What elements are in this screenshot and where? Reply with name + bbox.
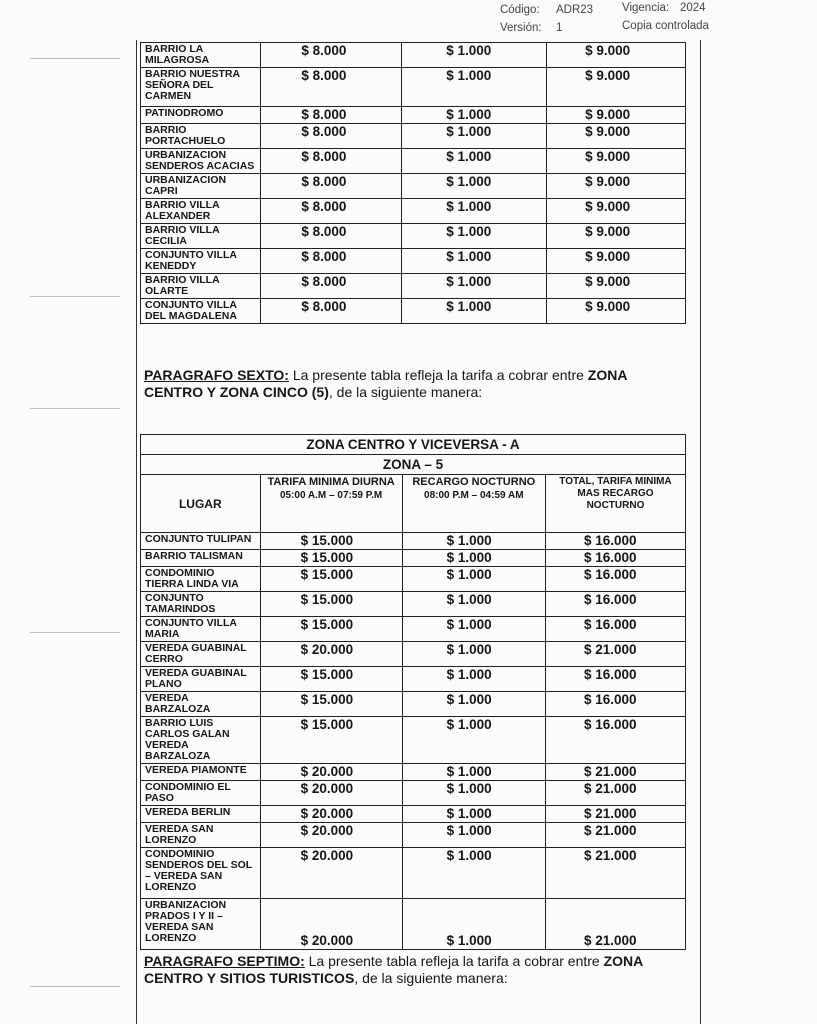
cell-tarifa: $ 20.000: [260, 764, 402, 781]
table-row: [141, 299, 686, 324]
copia-controlada: Copia controlada: [622, 20, 709, 32]
cell-recargo: $ 1.000: [402, 764, 545, 781]
cell-recargo: $ 1.000: [402, 107, 547, 124]
cell-lugar: BARRIO VILLA CECILIA: [141, 224, 261, 249]
cell-lugar: VEREDA GUABINAL CERRO: [141, 642, 261, 667]
cell-total: $ 21.000: [545, 781, 685, 806]
cell-lugar: BARRIO LUIS CARLOS GALAN VEREDA BARZALOZA: [141, 717, 261, 764]
cell-tarifa: $ 15.000: [260, 717, 402, 764]
cell-tarifa: $ 15.000: [260, 667, 402, 692]
cell-lugar: CONJUNTO TAMARINDOS: [141, 592, 261, 617]
col-header-lugar: LUGAR: [141, 475, 261, 533]
col-header-recargo-title: RECARGO NOCTURNO: [412, 476, 536, 488]
table-row: [141, 124, 686, 149]
tarifas-table-continued: [140, 42, 686, 324]
cell-tarifa: $ 8.000: [261, 274, 402, 299]
cell-tarifa: $ 20.000: [260, 823, 402, 848]
table-row: [141, 717, 686, 764]
cell-total: $ 9.000: [547, 174, 686, 199]
cell-lugar: VEREDA SAN LORENZO: [141, 823, 261, 848]
cell-recargo: $ 1.000: [402, 149, 547, 174]
vigencia-value: 2024: [680, 2, 706, 14]
scan-mark: [30, 296, 120, 297]
cell-recargo: $ 1.000: [402, 199, 547, 224]
cell-lugar: CONDOMINIO TIERRA LINDA VIA: [141, 567, 261, 592]
cell-total: $ 9.000: [547, 224, 686, 249]
cell-recargo: $ 1.000: [402, 550, 545, 567]
cell-total: $ 16.000: [545, 533, 685, 550]
cell-recargo: $ 1.000: [402, 781, 545, 806]
cell-total: $ 16.000: [545, 617, 685, 642]
cell-lugar: PATINODROMO: [141, 107, 261, 124]
table-row: [141, 806, 686, 823]
cell-total: $ 9.000: [547, 299, 686, 324]
cell-tarifa: $ 8.000: [261, 68, 402, 107]
cell-recargo: $ 1.000: [402, 224, 547, 249]
cell-lugar: CONJUNTO TULIPAN: [141, 533, 261, 550]
cell-lugar: BARRIO VILLA OLARTE: [141, 274, 261, 299]
cell-tarifa: $ 20.000: [260, 642, 402, 667]
cell-recargo: $ 1.000: [402, 124, 547, 149]
cell-total: $ 21.000: [545, 642, 685, 667]
cell-tarifa: $ 15.000: [260, 550, 402, 567]
cell-lugar: CONJUNTO VILLA KENEDDY: [141, 249, 261, 274]
table-row: [141, 692, 686, 717]
cell-tarifa: $ 20.000: [260, 806, 402, 823]
cell-tarifa: $ 8.000: [261, 199, 402, 224]
cell-recargo: $ 1.000: [402, 299, 547, 324]
cell-lugar: URBANIZACION SENDEROS ACACIAS: [141, 149, 261, 174]
table-row: [141, 899, 686, 950]
table-row: [141, 199, 686, 224]
paragrafo-septimo-text2: , de la siguiente manera:: [354, 970, 508, 986]
col-header-tarifa-sub: 05:00 A.M – 07:59 P.M: [279, 490, 383, 501]
cell-lugar: CONJUNTO VILLA DEL MAGDALENA: [141, 299, 261, 324]
table-row: [141, 174, 686, 199]
table-row: [141, 764, 686, 781]
scan-mark: [30, 986, 120, 987]
table-row: [141, 68, 686, 107]
paragrafo-sexto: [144, 367, 684, 401]
cell-total: $ 21.000: [545, 806, 685, 823]
cell-total: $ 9.000: [547, 43, 686, 68]
cell-tarifa: $ 8.000: [261, 224, 402, 249]
table-row: [141, 823, 686, 848]
cell-tarifa: $ 15.000: [260, 617, 402, 642]
cell-lugar: CONJUNTO VILLA MARIA: [141, 617, 261, 642]
paragrafo-sexto-text1: La presente tabla refleja la tarifa a cobrar entre: [288, 367, 588, 383]
cell-tarifa: $ 15.000: [260, 692, 402, 717]
cell-recargo: $ 1.000: [402, 43, 547, 68]
cell-total: $ 9.000: [547, 68, 686, 107]
paragrafo-sexto-label: PARAGRAFO SEXTO:: [144, 367, 289, 383]
cell-total: $ 9.000: [547, 274, 686, 299]
table-row: [141, 533, 686, 550]
cell-tarifa: $ 15.000: [260, 592, 402, 617]
table-title-zona-centro: ZONA CENTRO Y VICEVERSA - A: [141, 435, 686, 455]
table-row: [141, 848, 686, 899]
version-value: 1: [556, 22, 563, 34]
scan-mark: [30, 58, 120, 59]
cell-tarifa: $ 8.000: [261, 174, 402, 199]
cell-total: $ 16.000: [545, 667, 685, 692]
cell-lugar: BARRIO PORTACHUELO: [141, 124, 261, 149]
paragrafo-sexto-text2: , de la siguiente manera:: [328, 384, 483, 400]
col-header-tarifa-title: TARIFA MINIMA DIURNA: [267, 476, 395, 488]
cell-tarifa: $ 15.000: [260, 567, 402, 592]
cell-total: $ 9.000: [547, 199, 686, 224]
cell-total: $ 9.000: [547, 124, 686, 149]
version-label: Versión:: [500, 22, 542, 34]
table-row: [141, 642, 686, 667]
cell-recargo: $ 1.000: [402, 667, 545, 692]
cell-tarifa: $ 8.000: [261, 124, 402, 149]
codigo-value: ADR23: [556, 4, 594, 16]
cell-lugar: CONDOMINIO SENDEROS DEL SOL – VEREDA SAN LORENZO: [141, 848, 261, 899]
cell-recargo: $ 1.000: [402, 567, 545, 592]
cell-tarifa: $ 20.000: [260, 781, 402, 806]
table-title-zona-5: ZONA – 5: [141, 455, 686, 475]
cell-recargo: $ 1.000: [402, 717, 545, 764]
page-border-left: [136, 40, 137, 1024]
scan-mark: [30, 632, 120, 633]
cell-recargo: $ 1.000: [402, 617, 545, 642]
col-header-total: TOTAL, TARIFA MINIMA MAS RECARGO NOCTURNO: [545, 475, 685, 533]
cell-total: $ 21.000: [545, 823, 685, 848]
cell-total: $ 16.000: [545, 550, 685, 567]
codigo-label: Código:: [500, 4, 540, 16]
table-row: [141, 43, 686, 68]
table-row: [141, 781, 686, 806]
page-border-right: [700, 40, 701, 1024]
cell-lugar: BARRIO LA MILAGROSA: [141, 43, 261, 68]
cell-tarifa: $ 15.000: [260, 533, 402, 550]
paragrafo-septimo-label: PARAGRAFO SEPTIMO:: [144, 953, 305, 969]
cell-tarifa: $ 8.000: [261, 107, 402, 124]
cell-lugar: URBANIZACION CAPRI: [141, 174, 261, 199]
paragrafo-septimo: [144, 953, 684, 987]
cell-recargo: $ 1.000: [402, 848, 545, 899]
cell-recargo: $ 1.000: [402, 692, 545, 717]
cell-tarifa: $ 8.000: [261, 149, 402, 174]
cell-recargo: $ 1.000: [402, 592, 545, 617]
cell-total: $ 16.000: [545, 717, 685, 764]
cell-lugar: BARRIO TALISMAN: [141, 550, 261, 567]
cell-total: $ 21.000: [545, 764, 685, 781]
cell-recargo: $ 1.000: [402, 823, 545, 848]
vigencia-label: Vigencia:: [622, 2, 670, 14]
cell-recargo: $ 1.000: [402, 68, 547, 107]
cell-total: $ 16.000: [545, 692, 685, 717]
cell-recargo: $ 1.000: [402, 174, 547, 199]
cell-total: $ 16.000: [545, 567, 685, 592]
table-row: [141, 149, 686, 174]
col-header-recargo: [402, 475, 545, 533]
table-row: [141, 224, 686, 249]
cell-recargo: $ 1.000: [402, 249, 547, 274]
cell-lugar: VEREDA GUABINAL PLANO: [141, 667, 261, 692]
paragrafo-septimo-text1: La presente tabla refleja la tarifa a cobrar entre: [304, 953, 604, 969]
cell-recargo: $ 1.000: [402, 274, 547, 299]
cell-recargo: $ 1.000: [402, 533, 545, 550]
paragrafo-septimo-bold: ZONA CENTRO Y SITIOS TURISTICOS: [144, 953, 643, 986]
cell-lugar: URBANIZACION PRADOS I Y II – VEREDA SAN LORENZO: [141, 899, 261, 950]
table-row: [141, 249, 686, 274]
cell-tarifa: $ 8.000: [261, 249, 402, 274]
cell-lugar: VEREDA PIAMONTE: [141, 764, 261, 781]
table-row: [141, 592, 686, 617]
cell-tarifa: $ 8.000: [261, 299, 402, 324]
paragrafo-sexto-bold: ZONA CENTRO Y ZONA CINCO (5): [144, 367, 627, 400]
table-row: [141, 550, 686, 567]
table-row: [141, 617, 686, 642]
col-header-tarifa: [260, 475, 402, 533]
cell-lugar: BARRIO VILLA ALEXANDER: [141, 199, 261, 224]
zona-cinco-table: [140, 434, 686, 950]
table-row: [141, 567, 686, 592]
cell-tarifa: $ 20.000: [260, 848, 402, 899]
cell-lugar: VEREDA BARZALOZA: [141, 692, 261, 717]
cell-recargo: $ 1.000: [402, 642, 545, 667]
cell-total: $ 9.000: [547, 107, 686, 124]
table-row: [141, 667, 686, 692]
col-header-recargo-sub: 08:00 P.M – 04:59 AM: [424, 490, 524, 501]
cell-total: $ 9.000: [547, 149, 686, 174]
cell-lugar: VEREDA BERLIN: [141, 806, 261, 823]
table-row: [141, 274, 686, 299]
cell-lugar: BARRIO NUESTRA SEÑORA DEL CARMEN: [141, 68, 261, 107]
cell-total: $ 16.000: [545, 592, 685, 617]
cell-recargo: $ 1.000: [402, 806, 545, 823]
cell-tarifa: $ 8.000: [261, 43, 402, 68]
cell-tarifa: $ 20.000: [260, 899, 402, 950]
scan-mark: [30, 408, 120, 409]
cell-recargo: $ 1.000: [402, 899, 545, 950]
cell-total: $ 21.000: [545, 848, 685, 899]
cell-lugar: CONDOMINIO EL PASO: [141, 781, 261, 806]
cell-total: $ 9.000: [547, 249, 686, 274]
table-row: [141, 107, 686, 124]
cell-total: $ 21.000: [545, 899, 685, 950]
